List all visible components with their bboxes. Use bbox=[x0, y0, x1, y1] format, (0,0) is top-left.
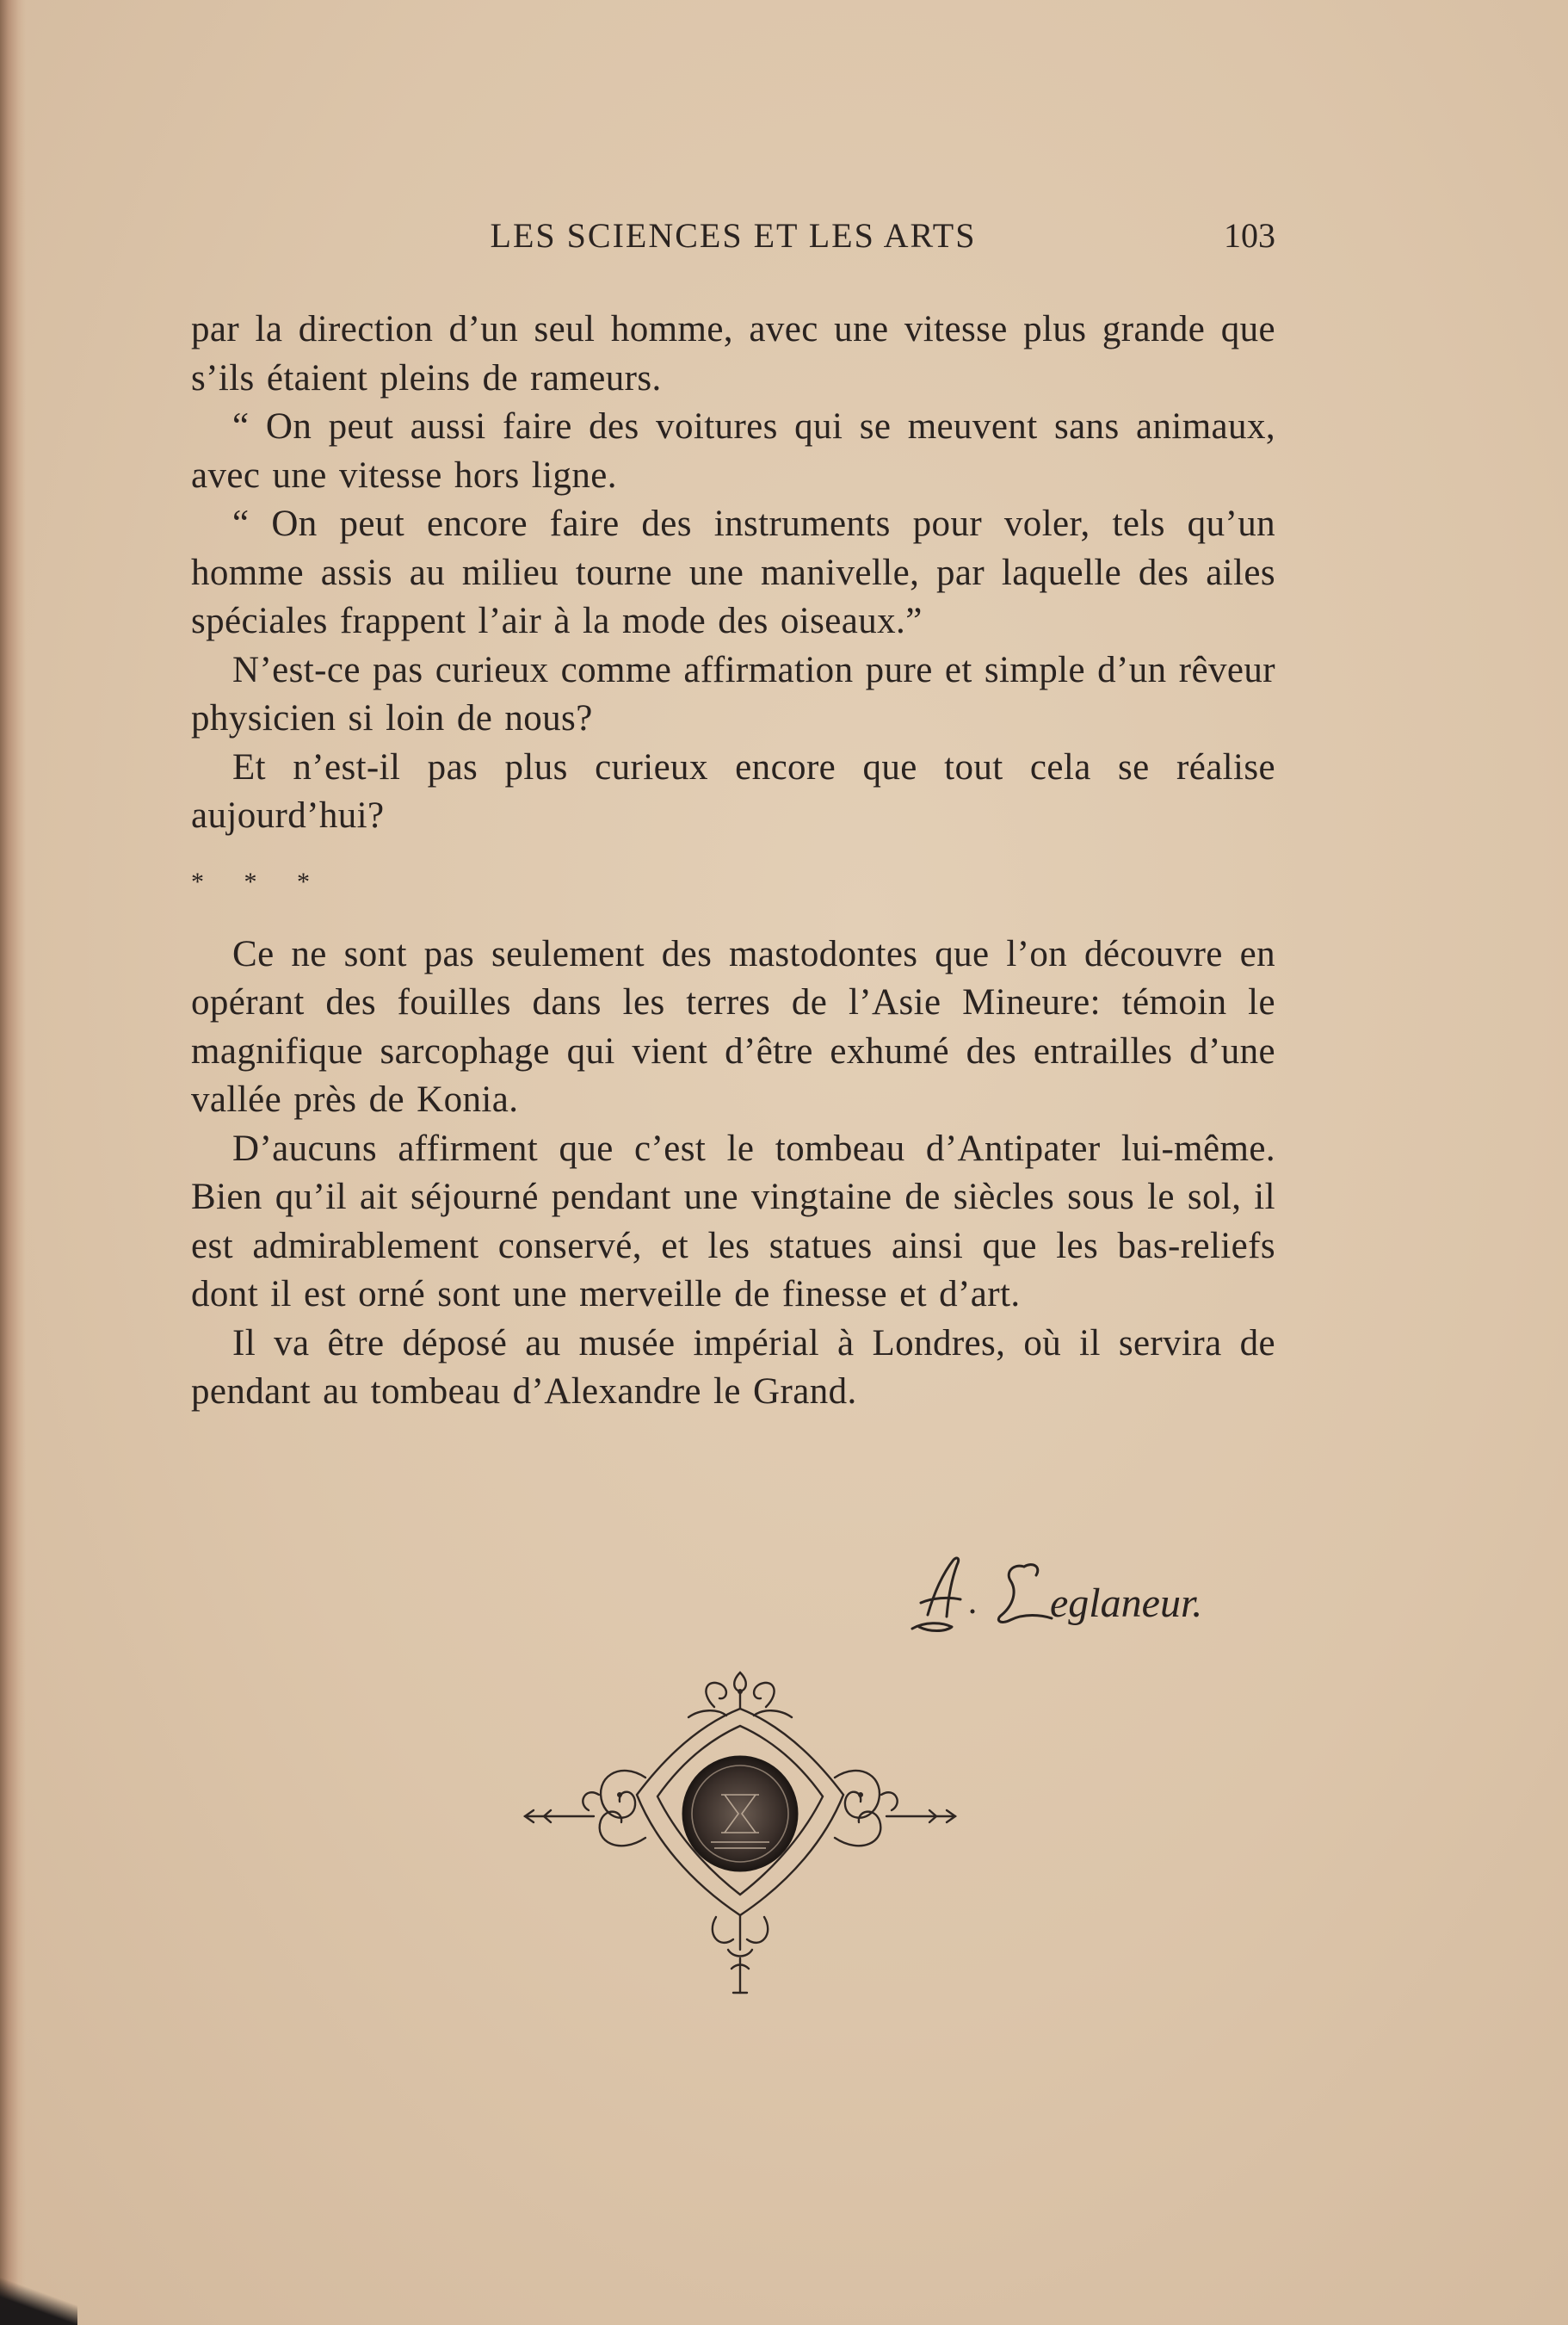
body-text bbox=[191, 306, 1275, 1417]
svg-text:eglaneur.: eglaneur. bbox=[1050, 1580, 1203, 1626]
paragraph-6: Ce ne sont pas seulement des mastodontes que l’on découvre en opérant des fouilles dans les terres de l’Asie Mineure: témoin le magnifique sarcophage qui vient d’être exhumé des entrailles d’une vallée près de Konia. bbox=[191, 933, 1275, 1120]
paragraph-3: “ On peut encore faire des instruments pour voler, tels qu’un homme assis au milieu tourne une manivelle, par laquelle des ailes spéciales frappent l’air à la mode des oiseaux.” bbox=[191, 504, 1275, 641]
paragraph-7: D’aucuns affirment que c’est le tombeau d’Antipater lui-même. Bien qu’il ait séjourné pendant une vingtaine de siècles sous le sol, il est admirablement conservé, et les statues ainsi que les bas-reliefs dont il est orné sont une merveille de finesse et d’art. bbox=[191, 1128, 1275, 1314]
paragraph-1: par la direction d’un seul homme, avec une vitesse plus grande que s’ils étaient pleins de rameurs. bbox=[191, 309, 1275, 399]
paragraph-5: Et n’est-il pas plus curieux encore que tout cela se réalise aujourd’hui? bbox=[191, 746, 1275, 836]
running-head bbox=[191, 215, 1275, 258]
page-number: 103 bbox=[1224, 216, 1275, 255]
ornament-tailpiece bbox=[516, 1666, 964, 2027]
paragraph-8: Il va être déposé au musée impérial à Londres, où il servira de pendant au tombeau d’Alexandre le Grand. bbox=[191, 1322, 1275, 1412]
running-title: LES SCIENCES ET LES ARTS bbox=[490, 216, 977, 255]
paragraph-2: “ On peut aussi faire des voitures qui se meuvent sans animaux, avec une vitesse hors ligne. bbox=[191, 406, 1275, 496]
signature bbox=[904, 1549, 1248, 1636]
section-separator: * * * bbox=[191, 867, 325, 896]
binding-edge bbox=[0, 0, 26, 2325]
paragraph-4: N’est-ce pas curieux comme affirmation pure et simple d’un rêveur physicien si loin de nous? bbox=[191, 649, 1275, 739]
corner-shadow bbox=[0, 2273, 77, 2325]
